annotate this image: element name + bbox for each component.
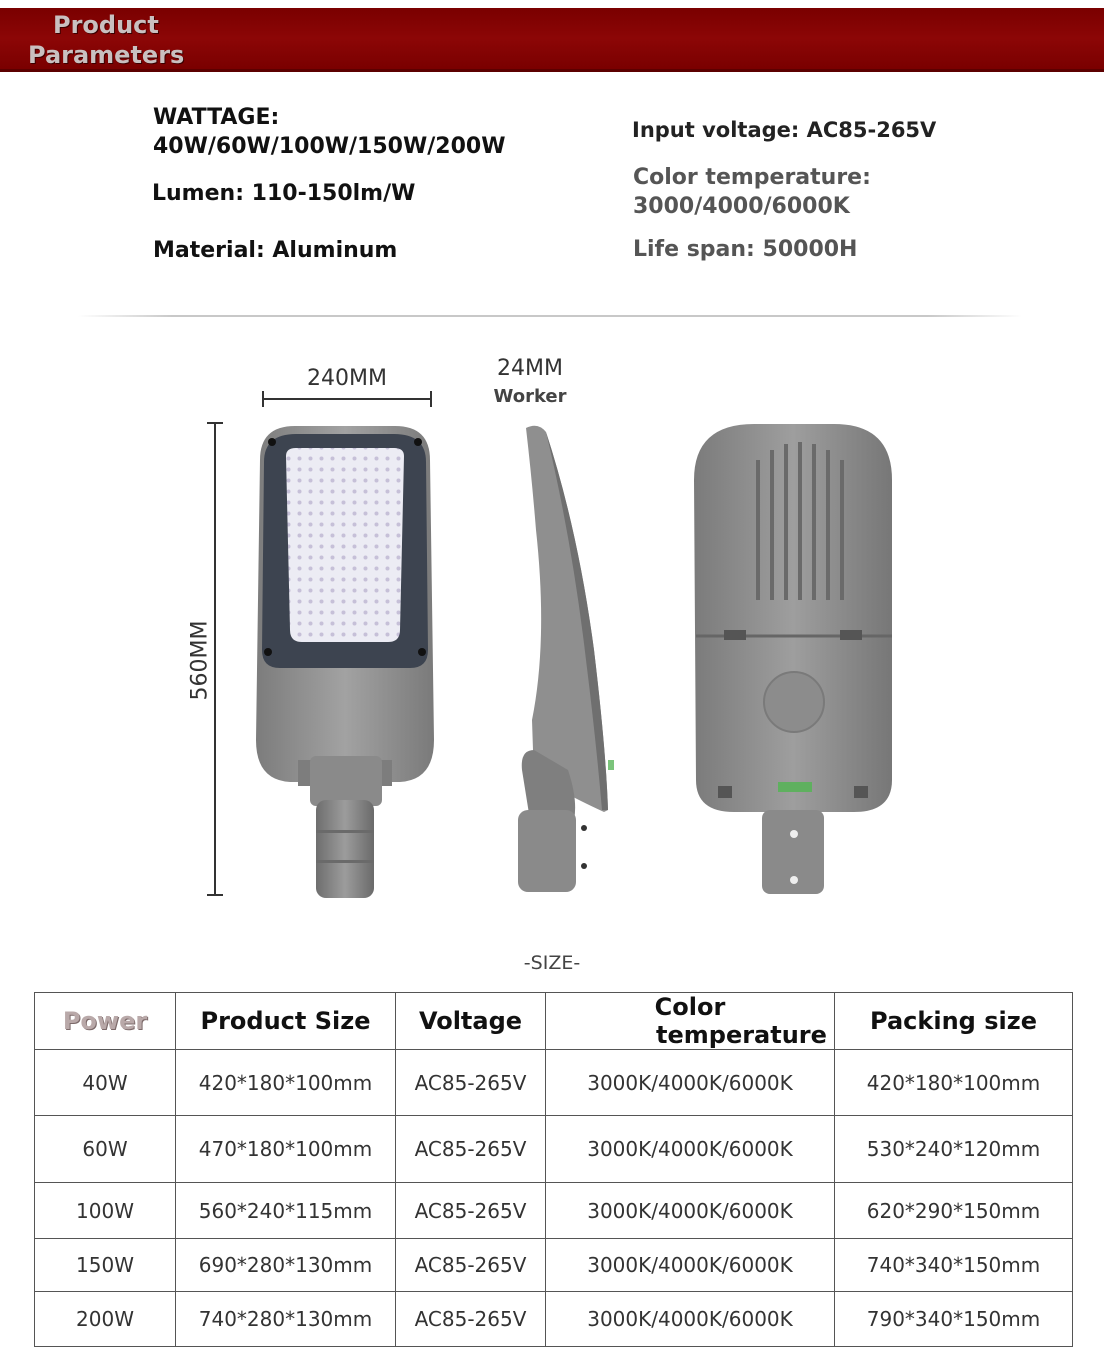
table-header-voltage: Voltage [396, 993, 546, 1050]
table-row [35, 1292, 1073, 1347]
dimension-height-line [214, 422, 216, 896]
dimension-width-label: 240MM [307, 366, 387, 391]
section-divider [78, 315, 1022, 317]
lamp-front-view [250, 420, 440, 900]
dimension-height-label: 560MM [187, 620, 213, 701]
table-header-color-line1: Color [654, 993, 726, 1021]
spec-wattage [153, 103, 505, 161]
spec-input-voltage: Input voltage: AC85-265V [632, 118, 937, 142]
table-row [35, 1050, 1073, 1116]
table-header-power: Power [35, 993, 176, 1050]
table-cell-packing-size: 420*180*100mm [835, 1050, 1073, 1116]
spec-color-temperature [633, 163, 871, 221]
spec-lumen: Lumen: 110-150lm/W [152, 181, 416, 206]
spec-color-temperature-label: Color temperature: [633, 165, 871, 190]
product-size-table [34, 992, 1073, 1347]
table-cell-power: 100W [35, 1183, 176, 1239]
table-cell-color-temperature: 3000K/4000K/6000K [546, 1292, 835, 1347]
table-cell-product-size: 740*280*130mm [176, 1292, 396, 1347]
table-cell-product-size: 420*180*100mm [176, 1050, 396, 1116]
table-cell-product-size: 470*180*100mm [176, 1116, 396, 1183]
table-header-color-temperature [546, 993, 835, 1050]
table-cell-power: 200W [35, 1292, 176, 1347]
dimension-depth-label: 24MM [497, 356, 563, 381]
table-cell-voltage: AC85-265V [396, 1116, 546, 1183]
table-cell-product-size: 690*280*130mm [176, 1239, 396, 1292]
table-header-product-size: Product Size [176, 993, 396, 1050]
table-cell-power: 150W [35, 1239, 176, 1292]
table-cell-voltage: AC85-265V [396, 1183, 546, 1239]
table-cell-packing-size: 530*240*120mm [835, 1116, 1073, 1183]
table-row [35, 1116, 1073, 1183]
table-header-color-line2: temperature [656, 1021, 827, 1049]
page-title-line1: Product [53, 11, 159, 39]
table-header-packing-size: Packing size [835, 993, 1073, 1050]
table-cell-color-temperature: 3000K/4000K/6000K [546, 1050, 835, 1116]
lamp-side-view [508, 420, 618, 898]
dimension-depth-note: Worker [493, 386, 567, 407]
dimension-width-line [262, 398, 432, 400]
lamp-back-view [694, 420, 894, 898]
spec-material: Material: Aluminum [153, 238, 398, 263]
table-cell-packing-size: 740*340*150mm [835, 1239, 1073, 1292]
spec-wattage-label: WATTAGE: [153, 105, 280, 130]
table-cell-product-size: 560*240*115mm [176, 1183, 396, 1239]
table-header-row [35, 993, 1073, 1050]
size-caption: -SIZE- [523, 952, 581, 974]
table-cell-voltage: AC85-265V [396, 1239, 546, 1292]
table-cell-packing-size: 790*340*150mm [835, 1292, 1073, 1347]
table-row [35, 1239, 1073, 1292]
table-cell-color-temperature: 3000K/4000K/6000K [546, 1183, 835, 1239]
table-cell-voltage: AC85-265V [396, 1292, 546, 1347]
spec-wattage-values: 40W/60W/100W/150W/200W [153, 134, 506, 159]
page-title-line2: Parameters [28, 41, 185, 69]
page-title [28, 10, 228, 70]
table-cell-voltage: AC85-265V [396, 1050, 546, 1116]
table-cell-color-temperature: 3000K/4000K/6000K [546, 1116, 835, 1183]
table-row [35, 1183, 1073, 1239]
spec-life-span: Life span: 50000H [633, 237, 858, 262]
header-banner [0, 8, 1104, 72]
table-cell-color-temperature: 3000K/4000K/6000K [546, 1239, 835, 1292]
table-cell-power: 60W [35, 1116, 176, 1183]
table-cell-packing-size: 620*290*150mm [835, 1183, 1073, 1239]
table-cell-power: 40W [35, 1050, 176, 1116]
spec-color-temperature-values: 3000/4000/6000K [633, 194, 850, 219]
